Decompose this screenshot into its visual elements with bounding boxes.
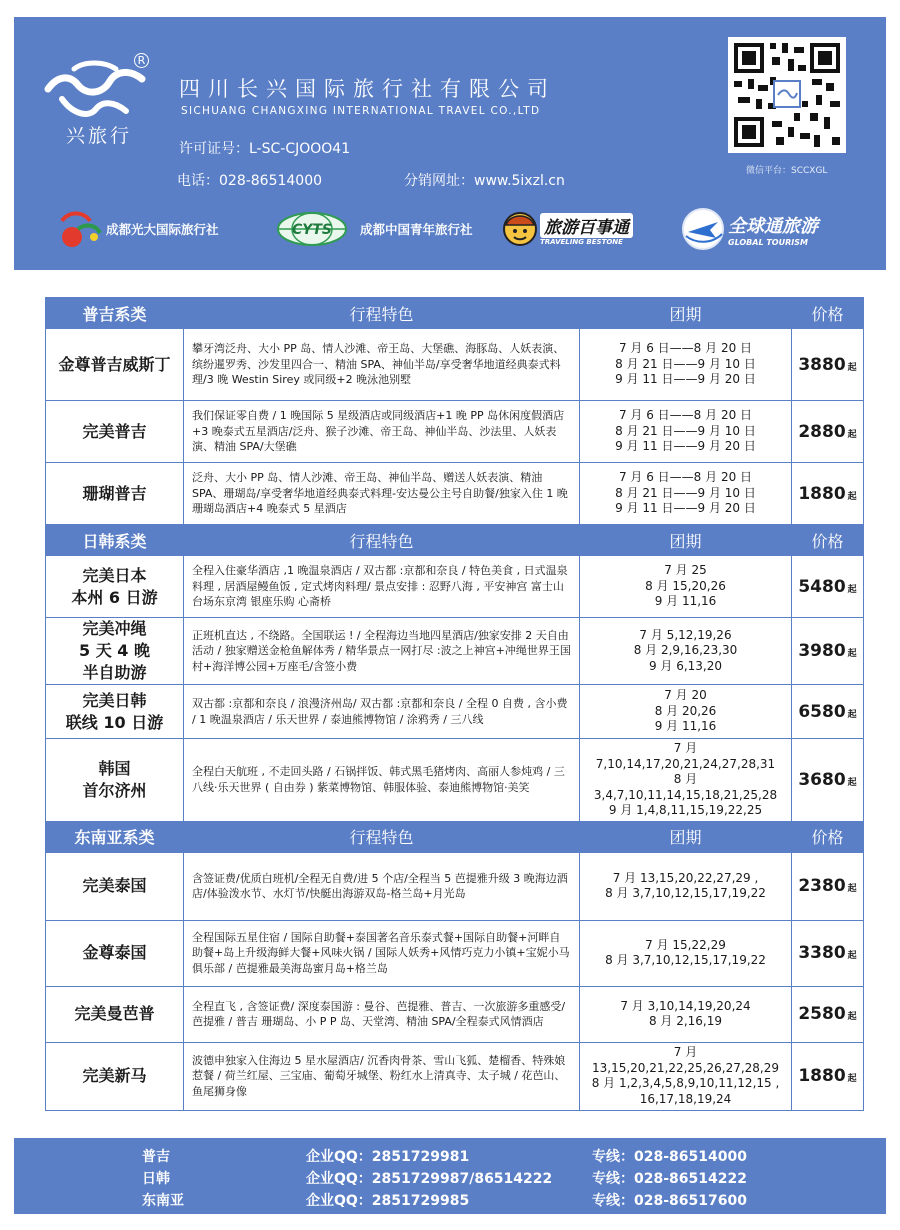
section-header-row <box>46 821 864 852</box>
price-from-label: 起 <box>847 584 857 595</box>
bestone-mascot-icon <box>502 211 538 247</box>
tour-price-cell <box>792 986 864 1042</box>
section-title: 普吉系类 <box>46 298 184 329</box>
tour-name: 金尊普吉威斯丁 <box>46 329 184 401</box>
tour-row <box>46 852 864 920</box>
license-number: 许可证号：L-SC-CJOOO41 <box>179 141 351 157</box>
partner-cyts <box>272 207 473 251</box>
tour-dates: 7 月 5,12,19,26 8 月 2,9,16,23,30 9 月 6,13,20 <box>580 618 792 685</box>
tour-price-cell <box>792 852 864 920</box>
tour-price: 6580 <box>798 701 846 722</box>
website-link[interactable]: 分销网址：www.5ixzl.cn <box>404 173 565 189</box>
partner-guangda <box>48 207 219 251</box>
column-header-price: 价格 <box>792 298 864 329</box>
price-from-label: 起 <box>847 491 857 502</box>
partner-name: 成都光大国际旅行社 <box>106 222 219 237</box>
tour-dates: 7 月 6 日——8 月 20 日 8 月 21 日——9 月 10 日 9 月 11 日——9 月 20 日 <box>580 329 792 401</box>
tour-name: 完美新马 <box>46 1042 184 1110</box>
registered-mark: R <box>134 53 149 68</box>
company-name-en: SICHUANG CHANGXING INTERNATIONAL TRAVEL CO.,LTD <box>181 105 541 117</box>
column-header-feature: 行程特色 <box>184 525 580 556</box>
tour-row <box>46 618 864 685</box>
partner-global-tourism <box>680 207 818 251</box>
tour-row <box>46 556 864 618</box>
tour-dates: 7 月 20 8 月 20,26 9 月 11,16 <box>580 685 792 739</box>
tour-name: 珊瑚普吉 <box>46 463 184 525</box>
footer-category: 东南亚 <box>142 1193 184 1209</box>
tour-description: 双古都 :京都和奈良 / 浪漫济州岛/ 双古都 :京都和奈良 / 全程 0 自费 , 含小费 / 1 晚温泉酒店 / 乐天世界 / 泰迪熊博物馆 / 涂鸦秀 / 三八线 <box>184 685 580 739</box>
tour-name: 完美日韩 联线 10 日游 <box>46 685 184 739</box>
tour-dates: 7 月 6 日——8 月 20 日 8 月 21 日——9 月 10 日 9 月 11 日——9 月 20 日 <box>580 463 792 525</box>
logo-text: 兴旅行 <box>66 125 133 147</box>
tour-price-table <box>45 297 864 1111</box>
tour-price: 3880 <box>798 354 846 375</box>
footer-hotline: 专线：028-86517600 <box>592 1193 747 1209</box>
tour-price-cell <box>792 920 864 986</box>
section-title: 东南亚系类 <box>46 821 184 852</box>
price-from-label: 起 <box>847 649 857 659</box>
column-header-dates: 团期 <box>580 525 792 556</box>
footer-qq: 企业QQ：2851729981 <box>306 1149 470 1165</box>
column-header-dates: 团期 <box>580 821 792 852</box>
price-from-label: 起 <box>847 709 857 720</box>
tour-name: 完美泰国 <box>46 852 184 920</box>
tour-row <box>46 739 864 822</box>
footer-row-phuket <box>14 1146 886 1168</box>
tour-name: 完美曼芭普 <box>46 986 184 1042</box>
footer-category: 日韩 <box>142 1171 170 1187</box>
tour-dates: 7 月 13,15,20,22,27,29 , 8 月 3,7,10,12,15,17,19,22 <box>580 852 792 920</box>
tour-price-cell <box>792 329 864 401</box>
section-title: 日韩系类 <box>46 525 184 556</box>
tour-price: 3380 <box>798 943 846 963</box>
price-from-label: 起 <box>847 362 857 373</box>
partner-name: 旅游百事通 <box>540 213 633 238</box>
tour-dates: 7 月 13,15,20,21,22,25,26,27,28,29 8 月 1,2,3,4,5,8,9,10,11,12,15 , 16,17,18,19,24 <box>580 1042 792 1110</box>
price-from-label: 起 <box>847 1074 857 1084</box>
company-logo-icon <box>44 55 146 125</box>
tour-price-cell <box>792 685 864 739</box>
tour-description: 攀牙湾泛舟、大小 PP 岛、情人沙滩、帝王岛、大堡礁、海豚岛、人妖表演、缤纷暹罗秀、沙发里四合一、精油 SPA、神仙半岛/享受奢华地道经典泰式料理/3 晚 Westin Sirey 或同级+2 晚泳池别墅 <box>184 329 580 401</box>
contact-footer <box>14 1138 886 1214</box>
tour-price-cell <box>792 1042 864 1110</box>
tour-price: 1880 <box>798 483 846 504</box>
partner-name: 全球通旅游 <box>728 215 818 237</box>
tour-price-cell <box>792 463 864 525</box>
tour-description: 含签证费/优质白班机/全程无自费/进 5 个店/全程当 5 芭提雅升级 3 晚海边酒店/体验泼水节、水灯节/快艇出海游双岛-格兰岛+月光岛 <box>184 852 580 920</box>
tour-price: 5480 <box>798 576 846 597</box>
partner-name: 成都中国青年旅行社 <box>360 222 473 237</box>
section-header-row <box>46 525 864 556</box>
column-header-price: 价格 <box>792 525 864 556</box>
price-from-label: 起 <box>847 951 857 961</box>
tour-description: 全程直飞 , 含签证费/ 深度泰国游 : 曼谷、芭提雅、普吉、一次旅游多重感受/ 芭提雅 / 普吉 珊瑚岛、小 P P 岛、天堂湾、精油 SPA/全程泰式风情酒店 <box>184 986 580 1042</box>
tour-row <box>46 986 864 1042</box>
tour-price-cell <box>792 556 864 618</box>
footer-qq: 企业QQ：2851729987/86514222 <box>306 1171 553 1187</box>
column-header-feature: 行程特色 <box>184 298 580 329</box>
tour-row <box>46 920 864 986</box>
tour-description: 波德申独家入住海边 5 星水屋酒店/ 沉香肉骨茶、雪山飞狐、楚榴香、特殊娘惹餐 / 荷兰红屋、三宝庙、葡萄牙城堡、粉红水上清真寺、太子城 / 花芭山、鱼尾狮身像 <box>184 1042 580 1110</box>
company-name-cn: 四川长兴国际旅行社有限公司 <box>179 77 556 101</box>
column-header-price: 价格 <box>792 821 864 852</box>
tour-dates: 7 月 15,22,29 8 月 3,7,10,12,15,17,19,22 <box>580 920 792 986</box>
tour-price: 3680 <box>798 769 846 790</box>
tour-name: 金尊泰国 <box>46 920 184 986</box>
tour-name: 完美日本 本州 6 日游 <box>46 556 184 618</box>
tour-description: 全程入住豪华酒店 ,1 晚温泉酒店 / 双古都 :京都和奈良 / 特色美食 , 日式温泉料理 , 居酒屋鳗鱼饭 , 定式烤肉料理/ 景点安排 : 忍野八海 , 平安神宫 富士山 台场东京湾 银座乐购 心斋桥 <box>184 556 580 618</box>
tour-row <box>46 329 864 401</box>
price-from-label: 起 <box>847 777 857 788</box>
footer-hotline: 专线：028-86514222 <box>592 1171 747 1187</box>
qr-caption: 微信平台：SCCXGL <box>746 166 828 176</box>
section-header-row <box>46 298 864 329</box>
price-from-label: 起 <box>847 1012 857 1022</box>
tour-description: 我们保证零自费 / 1 晚国际 5 星级酒店或同级酒店+1 晚 PP 岛休闲度假酒店+3 晚泰式五星酒店/泛舟、猴子沙滩、帝王岛、神仙半岛、沙法里、人妖表演、精油 SPA/大堡礁 <box>184 401 580 463</box>
tour-row <box>46 463 864 525</box>
column-header-feature: 行程特色 <box>184 821 580 852</box>
partner-subtitle: TRAVELING BESTONE <box>540 237 623 246</box>
cyts-logo-icon <box>272 207 360 251</box>
tour-price: 1880 <box>798 1066 846 1086</box>
partner-bestone <box>502 207 633 251</box>
tour-price-cell <box>792 401 864 463</box>
tour-name: 完美冲绳 5 天 4 晚 半自助游 <box>46 618 184 685</box>
footer-category: 普吉 <box>142 1149 170 1165</box>
guangda-logo-icon <box>48 207 106 251</box>
tour-description: 泛舟、大小 PP 岛、情人沙滩、帝王岛、神仙半岛、赠送人妖表演、精油 SPA、珊瑚岛/享受奢华地道经典泰式料理-安达曼公主号自助餐/独家入住 1 晚珊瑚岛酒店+4 晚泰式 5 星酒店 <box>184 463 580 525</box>
tour-description: 全程白天航班 , 不走回头路 / 石锅拌饭、韩式黑毛猪烤肉、高丽人参炖鸡 / 三八线·乐天世界 ( 自由券 ) 紫菜博物馆、韩服体验、泰迪熊博物馆·美笑 <box>184 739 580 822</box>
tour-price: 2380 <box>798 876 846 896</box>
footer-hotline: 专线：028-86514000 <box>592 1149 747 1165</box>
qr-code-icon <box>728 37 846 153</box>
tour-name: 韩国 首尔济州 <box>46 739 184 822</box>
tour-price-cell <box>792 618 864 685</box>
tour-price: 2880 <box>798 421 846 442</box>
column-header-dates: 团期 <box>580 298 792 329</box>
footer-qq: 企业QQ：2851729985 <box>306 1193 470 1209</box>
tour-price: 3980 <box>798 641 846 661</box>
partner-subtitle: GLOBAL TOURISM <box>728 237 808 247</box>
tour-row <box>46 401 864 463</box>
tour-row <box>46 1042 864 1110</box>
tour-dates: 7 月 3,10,14,19,20,24 8 月 2,16,19 <box>580 986 792 1042</box>
tour-price-cell <box>792 739 864 822</box>
price-from-label: 起 <box>847 884 857 894</box>
company-header <box>14 17 886 270</box>
price-from-label: 起 <box>847 429 857 440</box>
globe-plane-icon <box>680 206 726 252</box>
tour-row <box>46 685 864 739</box>
tour-dates: 7 月 7,10,14,17,20,21,24,27,28,31 8 月 3,4,7,10,11,14,15,18,21,25,28 9 月 1,4,8,11,15,19,22,25 <box>580 739 792 822</box>
footer-row-japan-korea <box>14 1168 886 1190</box>
tour-dates: 7 月 25 8 月 15,20,26 9 月 11,16 <box>580 556 792 618</box>
footer-row-southeast-asia <box>14 1190 886 1212</box>
svg-text:CYTS: CYTS <box>291 222 333 238</box>
tour-description: 全程国际五星住宿 / 国际自助餐+泰国著名音乐泰式餐+国际自助餐+河畔自助餐+岛上升级海鲜大餐+风味火锅 / 国际人妖秀+风情巧克力小镇+宝妮小马俱乐部 / 芭提雅最美海岛蜜月岛+格兰岛 <box>184 920 580 986</box>
tour-dates: 7 月 6 日——8 月 20 日 8 月 21 日——9 月 10 日 9 月 11 日——9 月 20 日 <box>580 401 792 463</box>
phone-number: 电话：028-86514000 <box>177 173 323 189</box>
tour-name: 完美普吉 <box>46 401 184 463</box>
tour-price: 2580 <box>798 1004 846 1024</box>
tour-description: 正班机直达 , 不绕路。全国联运 ! / 全程海边当地四星酒店/独家安排 2 天自由活动 / 独家赠送金枪鱼解体秀 / 精华景点一网打尽 :波之上神宫+冲绳世界王国村+海洋博公园+万座毛/含签小费 <box>184 618 580 685</box>
